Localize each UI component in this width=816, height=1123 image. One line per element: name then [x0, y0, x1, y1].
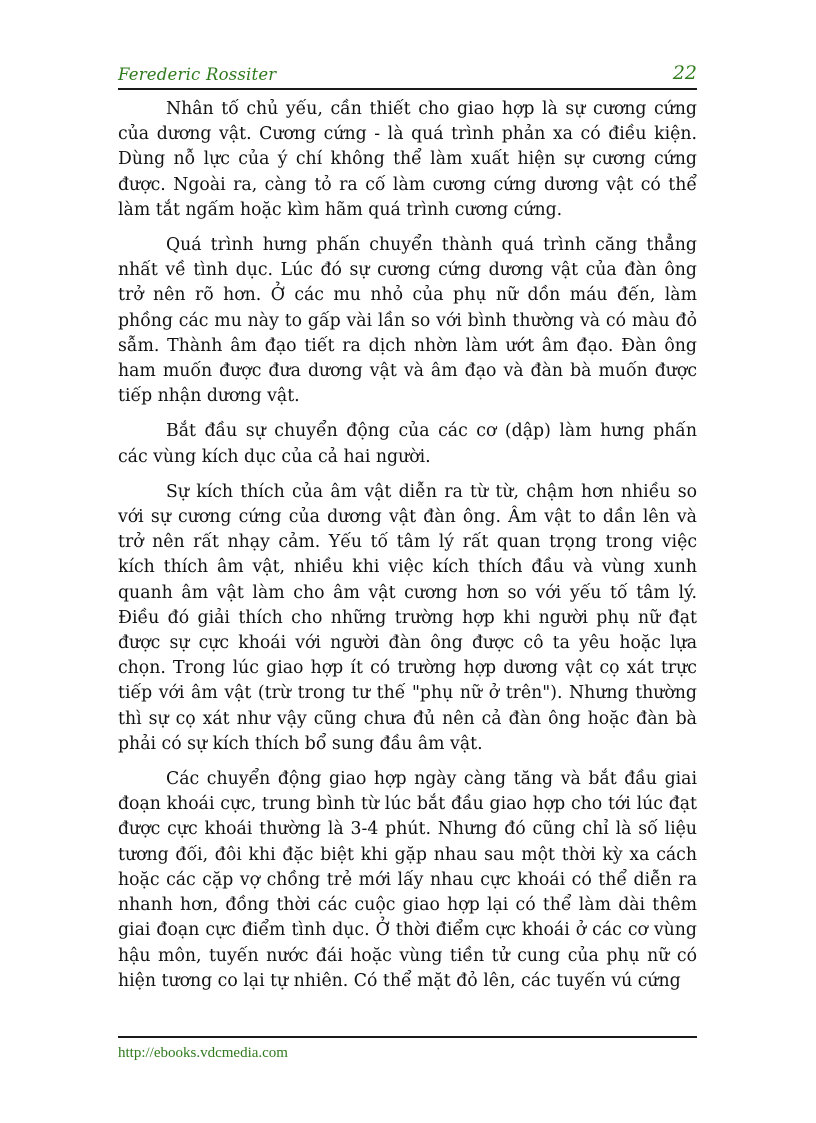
paragraph: Sự kích thích của âm vật diễn ra từ từ, chậm hơn nhiều so với sự cương cứng của dương vật đàn ông. Âm vật to dần lên và trở nên rất nhạy cảm. Yếu tố tâm lý rất quan trọng trong việc kích thích âm vật, nhiều khi việc kích thích đầu và vùng xunh quanh âm vật làm cho âm vật cương hơn so với yếu tố tâm lý. Điều đó giải thích cho những trường hợp khi người phụ nữ đạt được sự cực khoái với người đàn ông được cô ta yêu hoặc lựa chọn. Trong lúc giao hợp ít có trường hợp dương vật cọ xát trực tiếp với âm vật (trừ trong tư thế "phụ nữ ở trên"). Nhưng thường thì sự cọ xát như vậy cũng chưa đủ nên cả đàn ông hoặc đàn bà phải có sự kích thích bổ sung đầu âm vật. [118, 481, 697, 754]
paragraph: Bắt đầu sự chuyển động của các cơ (dập) làm hưng phấn các vùng kích dục của cả hai người. [118, 421, 697, 467]
footer-url-link[interactable]: http://ebooks.vdcmedia.com [118, 1045, 288, 1061]
paragraph: Quá trình hưng phấn chuyển thành quá trình căng thẳng nhất về tình dục. Lúc đó sự cương cứng dương vật của đàn ông trở nên rõ hơn. Ở các mu nhỏ của phụ nữ dồn máu đến, làm phồng các mu này to gấp vài lần so với bình thường và có màu đỏ sẫm. Thành âm đạo tiết ra dịch nhờn làm ướt âm đạo. Đàn ông ham muốn được đưa dương vật và âm đạo và đàn bà muốn được tiếp nhận dương vật. [118, 235, 697, 407]
page-header [118, 60, 697, 90]
page-number: 22 [672, 62, 697, 84]
paragraph: Nhân tố chủ yếu, cần thiết cho giao hợp là sự cương cứng của dương vật. Cương cứng - là quá trình phản xa có điều kiện. Dùng nỗ lực của ý chí không thể làm xuất hiện sự cương cứng được. Ngoài ra, càng tỏ ra cố làm cương cứng dương vật có thể làm tắt ngấm hoặc kìm hãm quá trình cương cứng. [118, 99, 697, 220]
page-footer [118, 1036, 697, 1061]
body-text [118, 97, 697, 1004]
paragraph: Các chuyển động giao hợp ngày càng tăng và bắt đầu giai đoạn khoái cực, trung bình từ lúc bắt đầu giao hợp cho tới lúc đạt được cực khoái thường là 3-4 phút. Nhưng đó cũng chỉ là số liệu tương đối, đôi khi đặc biệt khi gặp nhau sau một thời kỳ xa cách hoặc các cặp vợ chồng trẻ mới lấy nhau cực khoái có thể diễn ra nhanh hơn, đồng thời các cuộc giao hợp lại có thể làm dài thêm giai đoạn cực điểm tình dục. Ở thời điểm cực khoái ở các cơ vùng hậu môn, tuyến nước đái hoặc vùng tiền tử cung của phụ nữ có hiện tương co lại tự nhiên. Có thể mặt đỏ lên, các tuyến vú cứng [118, 769, 697, 991]
book-author-title: Ferederic Rossiter [118, 65, 277, 84]
